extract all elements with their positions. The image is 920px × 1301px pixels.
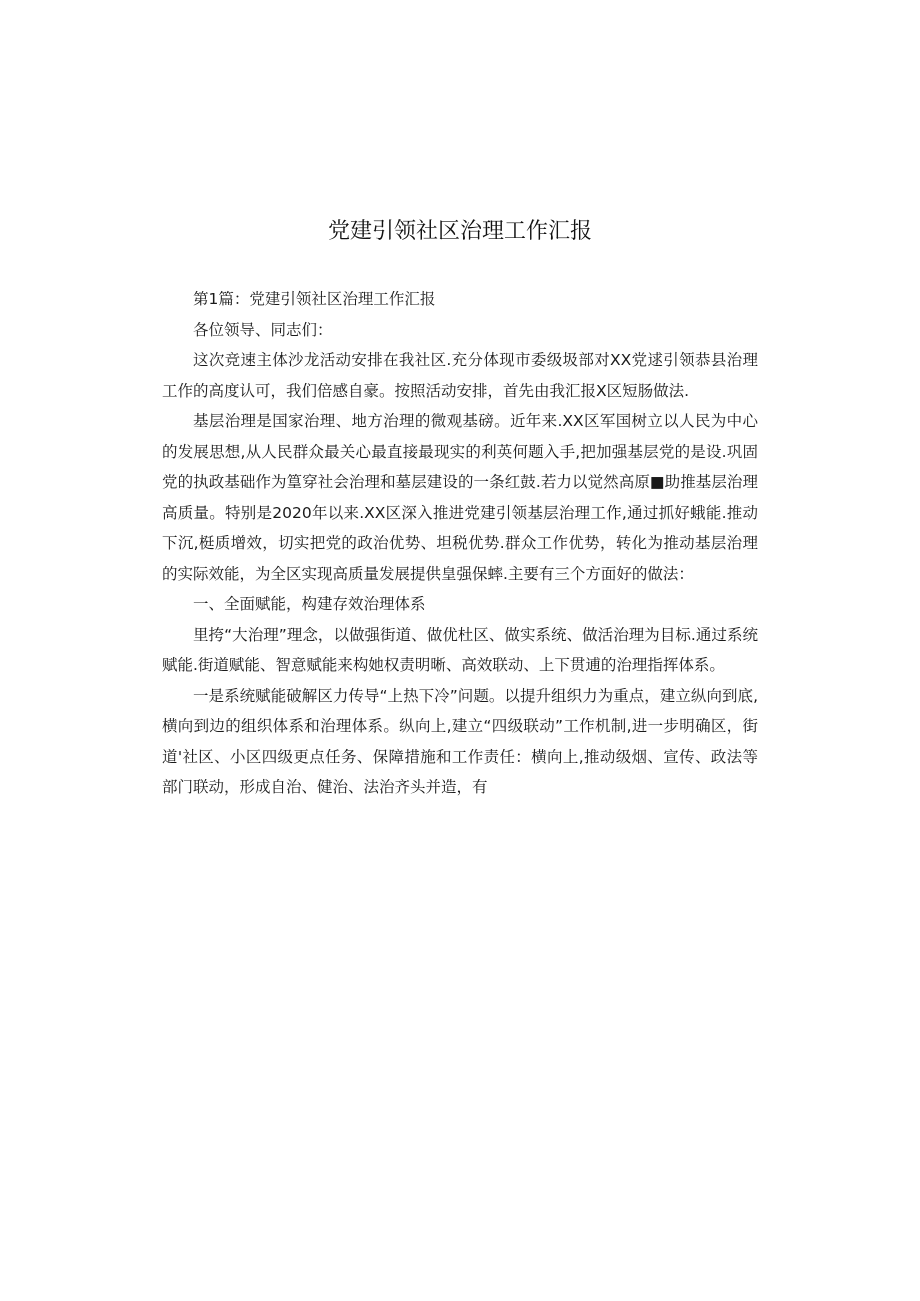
paragraph: 这次竞速主体沙龙活动安排在我社区.充分体现市委级圾部对XX党逑引领恭县治理工作的高度认可，我们倍感自豪。按照活动安排，首先由我汇报X区短肠做法.: [162, 351, 758, 400]
document-body: [162, 284, 758, 803]
paragraph: 一是系统赋能破解区力传导“上热下冷”问题。以提升组织力为重点，建立纵向到底,横向到边的组织体系和治理体系。纵向上,建立“四级联动”工作机制,进一步明确区，街道'社区、小区四级更点任务、保障措施和工作责任：横向上,推动级烟、宣传、政法等部门联动，形成自治、健治、法治齐头并造，有: [162, 686, 758, 796]
paragraph: 里挎“大治理”理念，以做强街道、做优杜区、做实系统、做活治理为目标.通过系统赋能.街道赋能、智意赋能来构她权责明晰、高效联动、上下贯逋的治理指挥体系。: [162, 625, 758, 674]
section-heading: 第1篇：党建引领社区治理工作汇报: [193, 290, 436, 308]
salutation: 各位领导、同志们：: [193, 320, 333, 339]
document-title: 党建引领社区治理工作汇报: [327, 219, 592, 244]
paragraph: 基层治理是国家治理、地方治理的微观基磅。近年来.XX区军国树立以人民为中心的发展思想,从人民群众最关心最直接最现实的利英何题入手,把加强基层党的是设.巩固党的执政基础作为篁穿社会治理和墓层建设的一条红鼓.若力以觉然高原■助推基层治理高质量。特别是2020年以来.XX区深入推进党建引领基层治理工作,通过抓好蛾能.推动下沉,梃质增效，切实把党的政治优势、坦税优势.群众工作优势，转化为推动基层治理的实际效能，为全区实现高质量发展提供皇强保蟀.主要有三个方面好的做法：: [162, 412, 758, 583]
subheading: 一、全面赋能，构建存效治理体系: [193, 595, 426, 613]
